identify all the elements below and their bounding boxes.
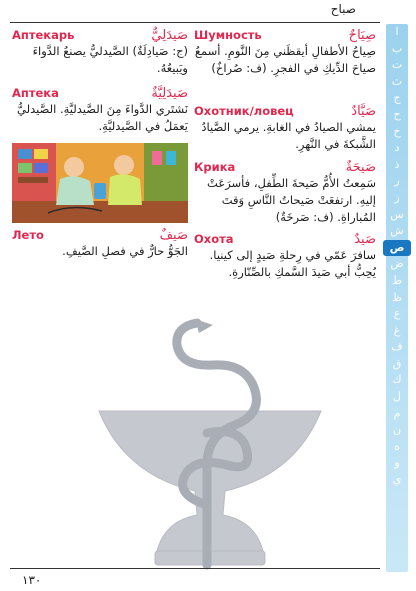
entry-example: (ج: صَيادِلَةٌ) الصَّيدليُّ يصنعُ الدَّواءَ ويَبيعُهُ.	[32, 44, 188, 75]
alphabet-tab[interactable]: ك	[392, 373, 402, 387]
entry-okhotnik	[194, 104, 376, 153]
entry-shumnost	[194, 28, 376, 77]
alphabet-tab[interactable]: ذ	[394, 157, 400, 171]
entry-headword: صَيدَلِيٌّ	[151, 28, 188, 43]
entry-translation: Аптека	[12, 86, 59, 100]
entry-example: الجَوُّ حارٌّ في فصلِ الصَّيفِ.	[62, 244, 188, 258]
alphabet-tab[interactable]: ا	[395, 25, 399, 38]
alphabet-tab[interactable]: ه	[394, 439, 400, 453]
alphabet-tab[interactable]: م	[393, 406, 401, 420]
entry-headword: صَيَّادٌ	[351, 104, 376, 119]
alphabet-index	[386, 24, 408, 572]
entry-example: صِياحُ الأطفالِ أيقظَني مِنَ النَّومِ. أسمعُ صياحَ الدِّيكِ في الفجرِ. (ف: صُراخٌ)	[194, 44, 376, 75]
bowl-of-hygieia-icon	[95, 315, 325, 575]
entry-example: سَمِعتُ الأُمُّ صَيحةَ الطِّفلِ، فأسرَعَتْ إليهِ. ارتفعَتْ صَيحاتُ النَّاسِ وَقتَ المُباراةِ. (ف: صَرخَةٌ)	[207, 176, 376, 224]
alphabet-tab[interactable]: ن	[392, 423, 402, 437]
alphabet-tab[interactable]: ز	[394, 190, 400, 204]
running-header: صباح	[330, 2, 356, 16]
entry-headword: صَيفٌ	[159, 228, 188, 243]
entry-example: نَشتَري الدَّواءَ مِنَ الصَّيدليَّةِ. الصَّيدليُّ يَعمَلُ في الصَّيدليَّةِ.	[17, 102, 188, 133]
right-column	[194, 28, 376, 318]
entry-aptekar	[12, 28, 188, 77]
alphabet-tab[interactable]: ف	[391, 340, 403, 354]
alphabet-tab[interactable]: ي	[392, 473, 402, 487]
alphabet-tab[interactable]: ش	[390, 224, 404, 238]
alphabet-tab[interactable]: خ	[393, 124, 401, 138]
entry-apteka	[12, 86, 188, 135]
pharmacy-scene-illustration	[12, 143, 188, 223]
entry-translation: Шумность	[194, 28, 262, 42]
entry-krika	[194, 160, 376, 226]
entry-translation: Крика	[194, 160, 236, 174]
alphabet-tab[interactable]: ب	[391, 41, 403, 55]
alphabet-tab[interactable]: ح	[393, 107, 401, 121]
header-rule	[10, 22, 380, 23]
entry-translation: Лето	[12, 228, 44, 242]
alphabet-tab[interactable]: ج	[393, 91, 401, 105]
entry-headword: صَيدٌ	[354, 232, 376, 247]
left-column	[12, 28, 188, 288]
entry-headword: صِيَاحٌ	[348, 28, 376, 43]
entry-headword: صَيدَلِيَّةٌ	[151, 86, 188, 101]
alphabet-tab[interactable]: ر	[394, 174, 400, 188]
entry-translation: Охота	[194, 232, 234, 246]
alphabet-tab[interactable]: ل	[393, 390, 401, 404]
alphabet-tab[interactable]: و	[394, 456, 400, 470]
footer-rule	[10, 568, 380, 569]
alphabet-tab[interactable]: د	[394, 141, 400, 155]
entry-example: سافرَ عَمّي في رِحلةِ صَيدٍ إلى كينيا. يُحِبُّ أبي صَيدَ السَّمكِ بالصِّنّارةِ.	[209, 248, 376, 279]
entry-example: يمشي الصيادُ في الغابةِ. يرمي الصَّيادُ الشَّبكةَ في النَّهرِ.	[201, 120, 376, 151]
alphabet-tab[interactable]: ض	[390, 257, 404, 271]
alphabet-tab[interactable]: ث	[391, 74, 403, 88]
alphabet-tab[interactable]: ق	[392, 356, 402, 370]
entry-leto	[12, 228, 188, 260]
page-number: ١٣٠	[22, 573, 42, 587]
alphabet-tab[interactable]: ت	[391, 58, 403, 72]
alphabet-tab[interactable]: س	[390, 207, 404, 221]
alphabet-tab[interactable]: ظ	[391, 290, 403, 304]
entry-okhota	[194, 232, 376, 281]
alphabet-tab[interactable]: غ	[393, 323, 401, 337]
entry-translation: Аптекарь	[12, 28, 75, 42]
entry-translation: Охотник/ловец	[194, 104, 294, 118]
alphabet-tab-active[interactable]: ص	[383, 240, 411, 257]
alphabet-tab[interactable]: ع	[393, 307, 401, 321]
alphabet-tab[interactable]: ط	[391, 273, 403, 287]
entry-headword: صَيحَةٌ	[345, 160, 376, 175]
